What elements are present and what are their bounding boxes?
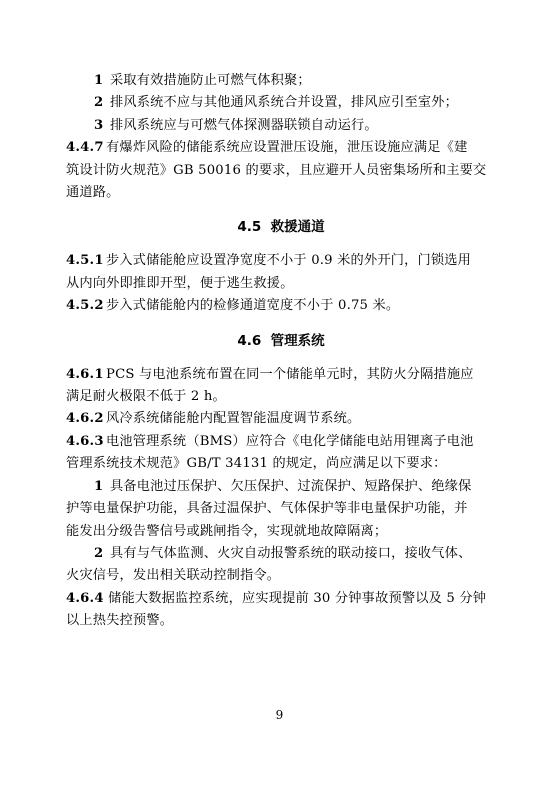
- item-number: 1: [94, 478, 104, 494]
- document-page: [66, 70, 496, 633]
- clause-text: PCS 与电池系统布置在同一个储能单元时，其防火分隔措施应: [106, 366, 474, 382]
- clause-text-continued: 通道路。: [66, 185, 120, 201]
- item-text: 采取有效措施防止可燃气体积聚；: [110, 73, 311, 88]
- clause-text: 储能大数据监控系统，应实现提前 30 分钟事故预警以及 5 分钟: [108, 590, 487, 606]
- clause-text-continued: 管理系统技术规范》GB/T 34131 的规定，尚应满足以下要求：: [66, 456, 447, 472]
- clause-text: 风冷系统储能舱内配置智能温度调节系统。: [106, 411, 361, 427]
- item-number: 2: [94, 95, 104, 111]
- clause-text: 步入式储能舱内的检修通道宽度不小于 0.75 米。: [106, 298, 400, 314]
- list-item: [66, 92, 496, 114]
- clause-text-continued: 从内向外即推即开型，便于逃生救援。: [66, 275, 294, 291]
- clause-text: 步入式储能舱应设置净宽度不小于 0.9 米的外开门，门锁选用: [106, 253, 472, 269]
- clause-number: 4.4.7: [66, 140, 104, 156]
- item-text-continued: 火灾信号，发出相关联动控制指令。: [66, 568, 281, 584]
- clause-number: 4.6.1: [66, 366, 104, 382]
- list-item: [66, 115, 496, 137]
- clause-text: 有爆炸风险的储能系统应设置泄压设施，泄压设施应满足《建: [106, 140, 468, 156]
- clause-text-continued: 满足耐火极限不低于 2 h。: [66, 389, 226, 405]
- clause-number: 4.6.3: [66, 433, 104, 449]
- clause-4-5-1: [66, 250, 496, 272]
- list-item: [66, 543, 496, 565]
- item-text-continued: 护等电量保护功能，具备过温保护、气体保护等非电量保护功能，并: [66, 501, 468, 517]
- clause-4-6-3: [66, 431, 496, 453]
- clause-4-6-4: [66, 588, 496, 610]
- clause-text: 电池管理系统（BMS）应符合《电化学储能电站用锂离子电池: [106, 433, 474, 449]
- item-text-continued: 能发出分级告警信号或跳闸指令，实现就地故障隔离；: [66, 523, 388, 539]
- section-heading-4-6: [66, 330, 496, 352]
- section-heading-4-5: [66, 216, 496, 238]
- item-number: 3: [94, 117, 104, 133]
- page-number: 9: [275, 708, 284, 722]
- item-number: 2: [94, 545, 104, 561]
- clause-4-5-2: [66, 295, 496, 317]
- clause-number: 4.6.2: [66, 411, 104, 427]
- item-text: 具备电池过压保护、欠压保护、过流保护、短路保护、绝缘保: [110, 478, 472, 494]
- clause-4-6-2: [66, 408, 496, 430]
- list-item: [66, 70, 496, 92]
- item-text: 排风系统应与可燃气体探测器联锁自动运行。: [110, 117, 378, 133]
- clause-text-continued: 筑设计防火规范》GB 50016 的要求，且应避开人员密集场所和主要交: [66, 162, 487, 178]
- clause-number: 4.6.4: [66, 590, 104, 606]
- clause-number: 4.5.1: [66, 253, 104, 269]
- clause-text-continued: 以上热失控预警。: [66, 613, 174, 629]
- clause-4-6-1: [66, 364, 496, 386]
- item-text: 排风系统不应与其他通风系统合并设置，排风应引至室外；: [110, 95, 459, 111]
- item-number: 1: [94, 73, 104, 88]
- section-title: 救援通道: [270, 219, 325, 236]
- section-number: 4.5: [237, 219, 262, 236]
- section-title: 管理系统: [270, 332, 325, 349]
- item-text: 具有与气体监测、火灾自动报警系统的联动接口，接收气体、: [110, 545, 472, 561]
- section-number: 4.6: [237, 332, 262, 349]
- clause-4-4-7: [66, 137, 496, 159]
- list-item: [66, 476, 496, 498]
- clause-number: 4.5.2: [66, 298, 104, 314]
